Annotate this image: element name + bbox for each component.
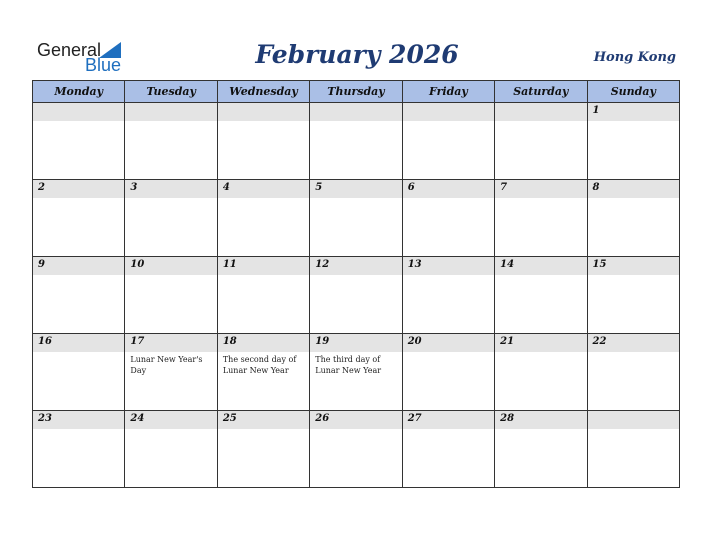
day-cell <box>125 334 217 411</box>
day-cell <box>402 334 494 411</box>
holiday-event <box>310 275 401 277</box>
day-number: 17 <box>130 336 145 347</box>
day-cell <box>587 411 679 488</box>
holiday-event <box>588 429 679 431</box>
day-number: 18 <box>222 336 237 347</box>
day-number-bar <box>33 257 124 275</box>
day-cell <box>495 103 587 180</box>
week-row <box>33 411 680 488</box>
day-number: 11 <box>222 259 237 270</box>
day-number-bar <box>218 257 309 275</box>
holiday-event <box>218 121 309 123</box>
holiday-event <box>218 198 309 200</box>
day-number-bar <box>125 103 216 121</box>
day-cell <box>402 103 494 180</box>
calendar-body <box>33 103 680 488</box>
day-cell <box>495 411 587 488</box>
day-number-bar <box>495 257 586 275</box>
day-number: 26 <box>315 413 330 424</box>
day-number: 6 <box>407 182 415 193</box>
day-cell <box>495 180 587 257</box>
generalblue-logo <box>37 40 127 74</box>
day-cell <box>217 411 309 488</box>
day-number-bar <box>218 103 309 121</box>
holiday-event <box>310 429 401 431</box>
day-cell <box>310 103 402 180</box>
day-number: 8 <box>592 182 600 193</box>
week-row <box>33 180 680 257</box>
day-number: 3 <box>130 182 138 193</box>
day-number-bar <box>125 257 216 275</box>
day-number-bar <box>403 411 494 429</box>
weekday-header: Friday <box>402 81 494 103</box>
day-cell <box>587 103 679 180</box>
day-number: 1 <box>592 105 600 116</box>
day-number: 4 <box>222 182 230 193</box>
day-number-bar <box>588 103 679 121</box>
holiday-event <box>495 198 586 200</box>
holiday-event <box>125 198 216 200</box>
logo-blue-text: Blue <box>85 55 122 75</box>
day-number-bar <box>310 180 401 198</box>
day-number-bar <box>588 411 679 429</box>
day-number: 28 <box>500 413 515 424</box>
day-cell <box>33 257 125 334</box>
holiday-event: The second day of Lunar New Year <box>222 355 297 375</box>
day-number: 2 <box>38 182 45 193</box>
holiday-event <box>218 275 309 277</box>
day-number-bar <box>310 103 401 121</box>
day-cell <box>402 257 494 334</box>
day-number-bar <box>403 180 494 198</box>
day-number-bar <box>218 180 309 198</box>
holiday-event <box>588 352 679 354</box>
day-cell <box>402 411 494 488</box>
day-number-bar <box>125 411 216 429</box>
day-cell <box>217 180 309 257</box>
day-number-bar <box>33 411 124 429</box>
day-number: 27 <box>407 413 422 424</box>
day-number-bar <box>310 411 401 429</box>
day-number: 21 <box>500 336 515 347</box>
day-cell <box>587 334 679 411</box>
day-number-bar <box>495 411 586 429</box>
day-number-bar <box>495 103 586 121</box>
day-cell <box>495 257 587 334</box>
day-cell <box>125 257 217 334</box>
holiday-event <box>588 121 679 123</box>
day-cell <box>33 411 125 488</box>
holiday-event <box>125 121 216 123</box>
week-row <box>33 103 680 180</box>
day-number-bar <box>588 334 679 352</box>
day-number-bar <box>310 257 401 275</box>
day-number-bar <box>125 334 216 352</box>
day-number: 5 <box>315 182 323 193</box>
day-number: 15 <box>592 259 607 270</box>
holiday-event <box>33 352 124 354</box>
day-number: 19 <box>315 336 330 347</box>
day-cell <box>33 180 125 257</box>
holiday-event <box>588 275 679 277</box>
day-number: 25 <box>222 413 237 424</box>
calendar-title: February 2026 <box>255 40 459 69</box>
holiday-event <box>33 429 124 431</box>
day-number-bar <box>403 257 494 275</box>
day-number-bar <box>310 334 401 352</box>
day-number: 22 <box>592 336 607 347</box>
day-number-bar <box>33 103 124 121</box>
day-number-bar <box>33 334 124 352</box>
holiday-event <box>403 275 494 277</box>
holiday-event <box>125 275 216 277</box>
week-row <box>33 257 680 334</box>
calendar-grid <box>32 80 680 488</box>
holiday-event <box>495 352 586 354</box>
day-number: 9 <box>38 259 45 270</box>
holiday-event: The third day of Lunar New Year <box>315 355 382 375</box>
day-number-bar <box>588 257 679 275</box>
weekday-header: Monday <box>33 81 125 103</box>
holiday-event <box>33 275 124 277</box>
day-cell <box>310 411 402 488</box>
week-row <box>33 334 680 411</box>
day-number-bar <box>495 334 586 352</box>
holiday-event <box>495 429 586 431</box>
weekday-header: Thursday <box>310 81 402 103</box>
holiday-event <box>588 198 679 200</box>
day-cell <box>495 334 587 411</box>
day-cell <box>33 334 125 411</box>
holiday-event <box>218 429 309 431</box>
holiday-event: Lunar New Year's Day <box>130 355 203 375</box>
holiday-event <box>403 352 494 354</box>
weekday-header: Sunday <box>587 81 679 103</box>
day-number-bar <box>495 180 586 198</box>
day-number: 13 <box>407 259 422 270</box>
day-cell <box>217 334 309 411</box>
day-cell <box>125 103 217 180</box>
day-cell <box>125 411 217 488</box>
day-number-bar <box>588 180 679 198</box>
day-number-bar <box>403 334 494 352</box>
weekday-header-row <box>33 81 680 103</box>
day-cell <box>587 257 679 334</box>
holiday-event <box>403 429 494 431</box>
day-cell <box>310 334 402 411</box>
day-number-bar <box>125 180 216 198</box>
holiday-event <box>495 275 586 277</box>
day-cell <box>125 180 217 257</box>
day-number: 23 <box>38 413 52 424</box>
logo-general-text: General <box>37 40 102 60</box>
holiday-event <box>495 121 586 123</box>
weekday-header: Saturday <box>495 81 587 103</box>
holiday-event <box>33 198 124 200</box>
day-cell <box>33 103 125 180</box>
holiday-event <box>125 429 216 431</box>
day-number: 24 <box>130 413 145 424</box>
day-cell <box>402 180 494 257</box>
holiday-event <box>310 198 401 200</box>
day-number-bar <box>218 411 309 429</box>
day-number: 12 <box>315 259 330 270</box>
day-number: 20 <box>407 336 422 347</box>
day-number: 16 <box>38 336 52 347</box>
weekday-header: Wednesday <box>217 81 309 103</box>
holiday-event <box>310 121 401 123</box>
holiday-event <box>33 121 124 123</box>
holiday-event <box>403 121 494 123</box>
day-number-bar <box>218 334 309 352</box>
day-number-bar <box>33 180 124 198</box>
day-cell <box>310 180 402 257</box>
day-number: 14 <box>500 259 515 270</box>
day-cell <box>217 257 309 334</box>
day-number: 10 <box>130 259 145 270</box>
calendar-region: Hong Kong <box>593 50 676 65</box>
day-number: 7 <box>500 182 508 193</box>
day-cell <box>217 103 309 180</box>
day-cell <box>310 257 402 334</box>
weekday-header: Tuesday <box>125 81 217 103</box>
holiday-event <box>403 198 494 200</box>
day-number-bar <box>403 103 494 121</box>
day-cell <box>587 180 679 257</box>
